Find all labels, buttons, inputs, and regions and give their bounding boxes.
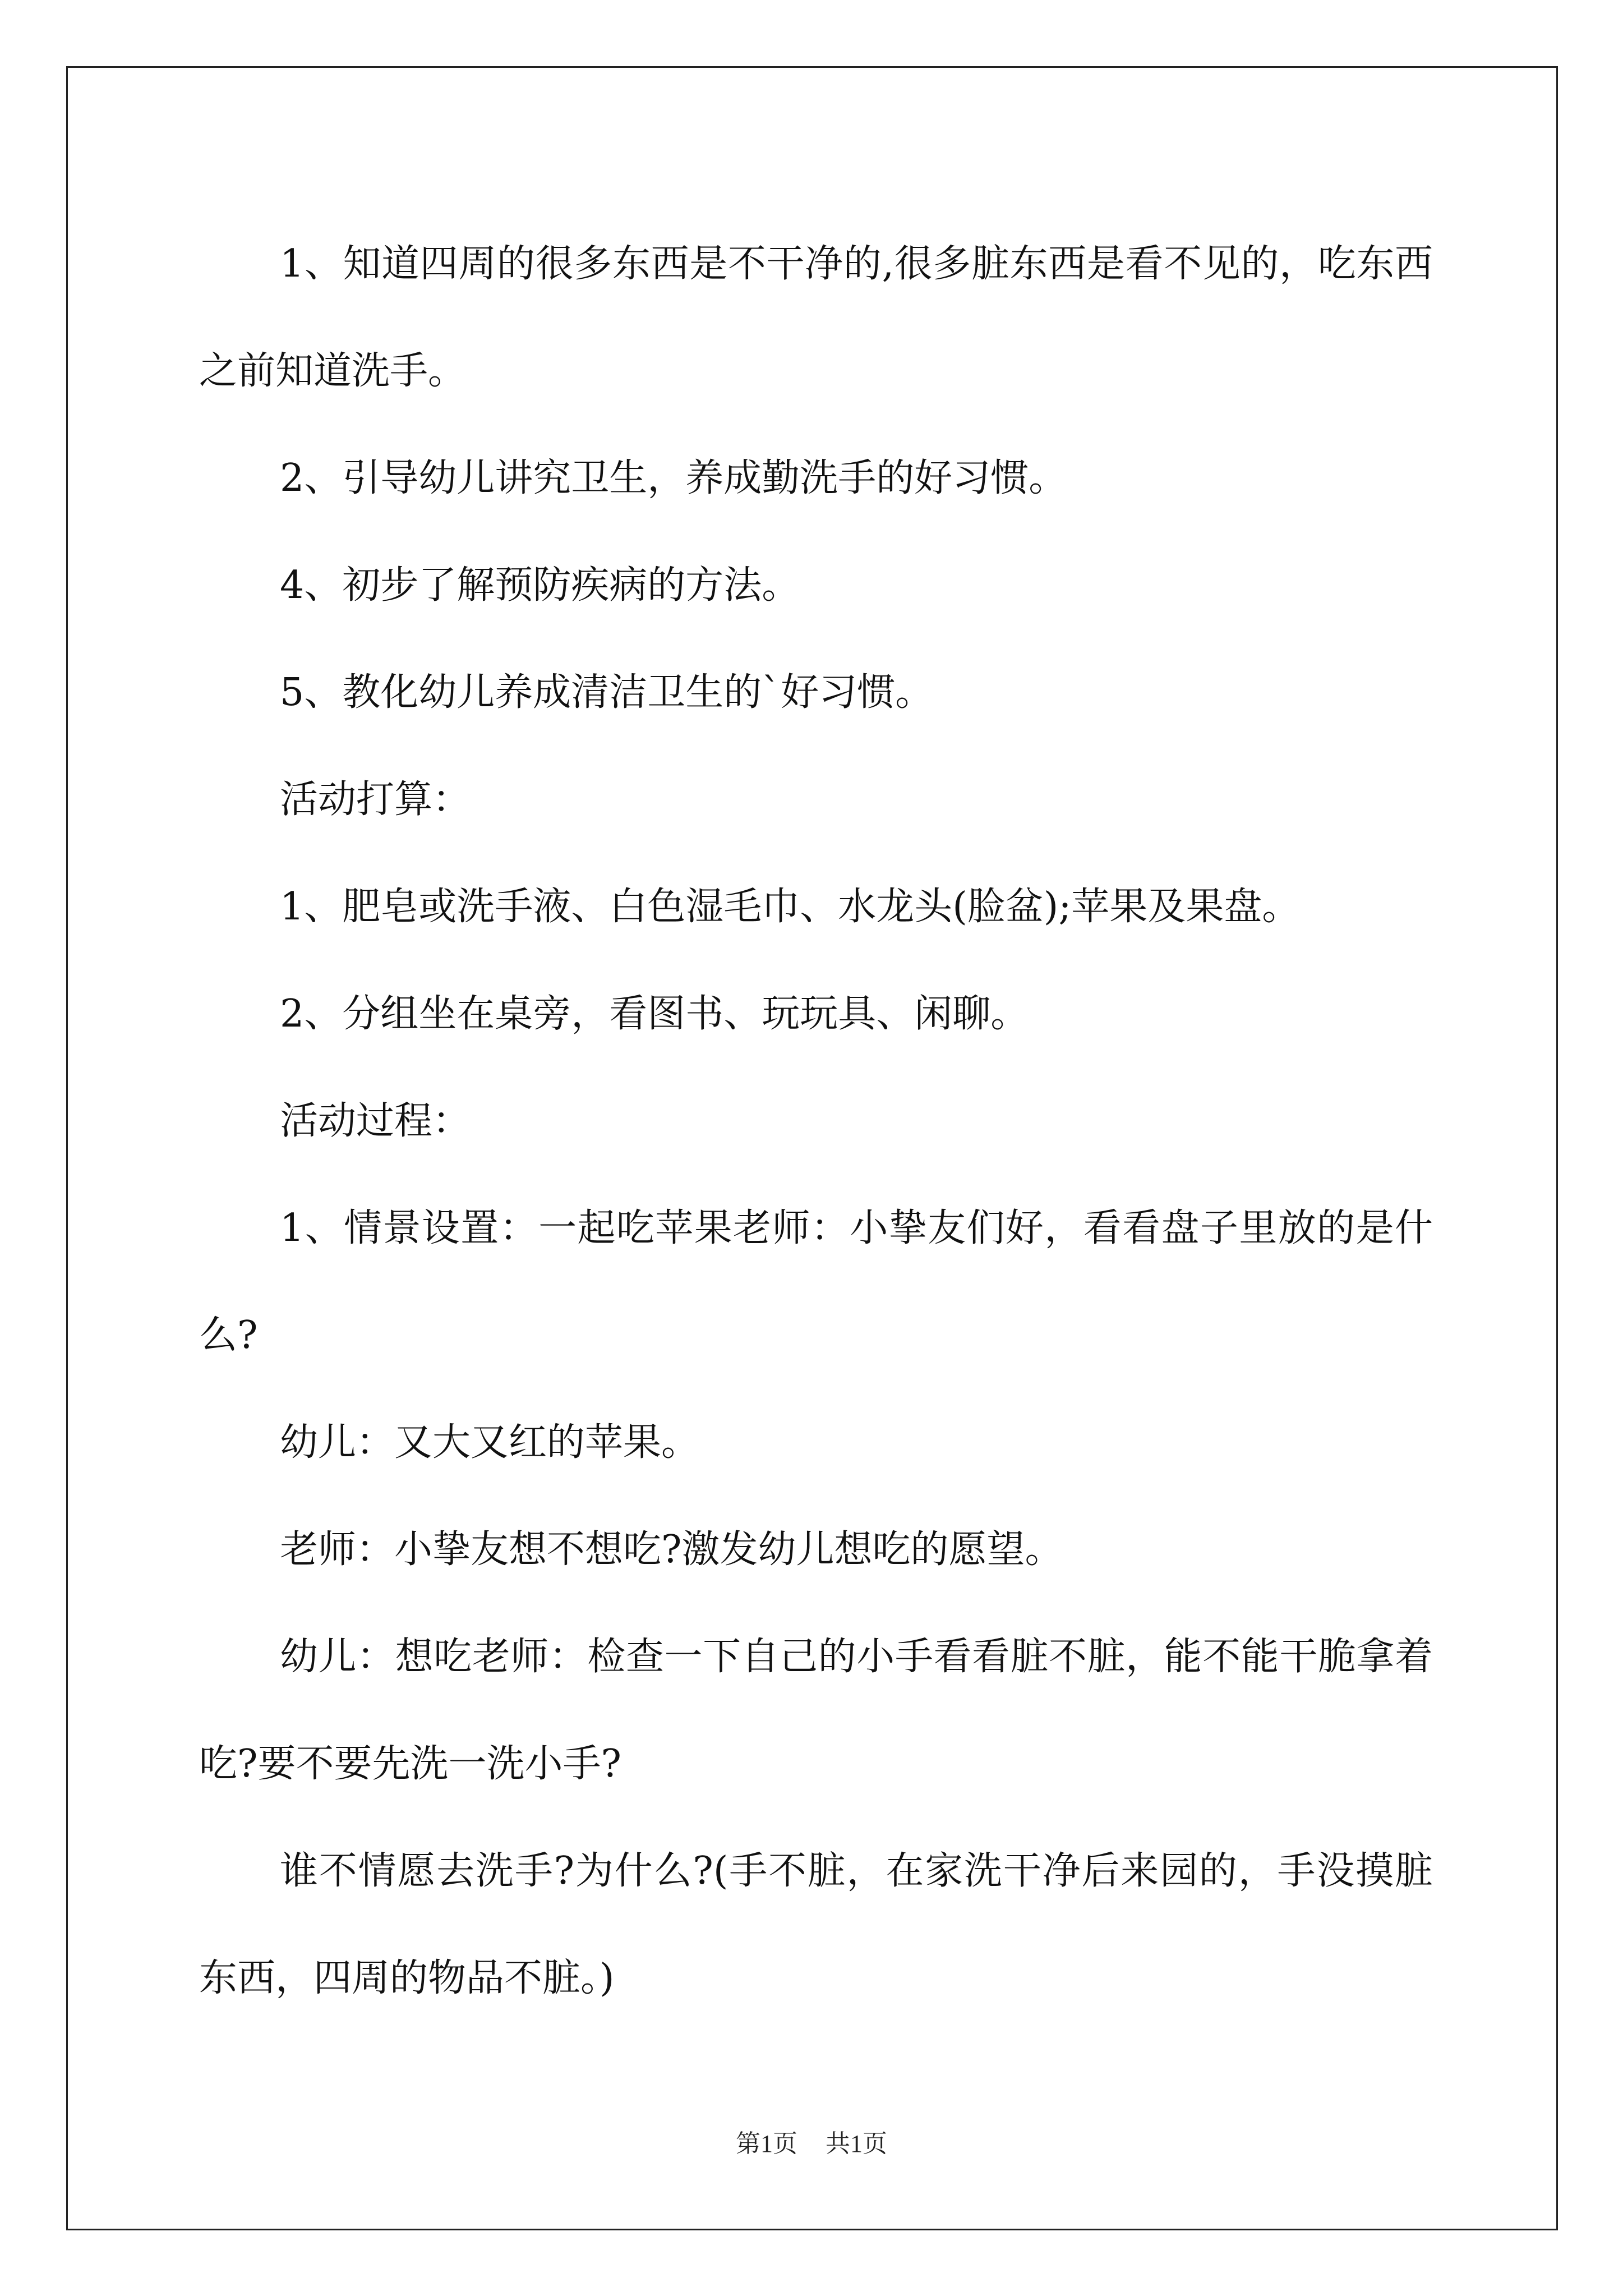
paragraph: 幼儿：又大又红的苹果。	[280, 1420, 700, 1465]
paragraph: 谁不情愿去洗手?为什么?(手不脏，在家洗干净后来园的，手没摸脏东西，四周的物品不脏。)	[199, 1849, 1433, 2000]
section-heading: 活动过程：	[280, 1099, 471, 1143]
page-number-current: 第1页	[736, 2130, 797, 2157]
document-body	[199, 210, 1433, 2032]
paragraph: 2、分组坐在桌旁，看图书、玩玩具、闲聊。	[280, 992, 1029, 1036]
paragraph: 1、情景设置：一起吃苹果老师：小挚友们好，看看盘子里放的是什么?	[199, 1206, 1433, 1358]
paragraph: 2、引导幼儿讲究卫生，养成勤洗手的好习惯。	[280, 456, 1067, 500]
paragraph: 1、知道四周的很多东西是不干净的,很多脏东西是看不见的，吃东西之前知道洗手。	[199, 242, 1433, 393]
paragraph: 幼儿：想吃老师：检查一下自己的小手看看脏不脏，能不能干脆拿着吃?要不要先洗一洗小手?	[199, 1635, 1433, 1786]
section-heading: 活动打算：	[280, 777, 471, 822]
paragraph: 1、肥皂或洗手液、白色湿毛巾、水龙头(脸盆);苹果及果盘。	[280, 885, 1301, 929]
page-number-total: 共1页	[826, 2130, 887, 2157]
paragraph: 4、初步了解预防疾病的方法。	[280, 563, 800, 608]
paragraph: 5、教化幼儿养成清洁卫生的`好习惯。	[280, 670, 934, 715]
page-footer	[0, 2123, 1623, 2159]
paragraph: 老师：小挚友想不想吃?激发幼儿想吃的愿望。	[280, 1527, 1063, 1572]
